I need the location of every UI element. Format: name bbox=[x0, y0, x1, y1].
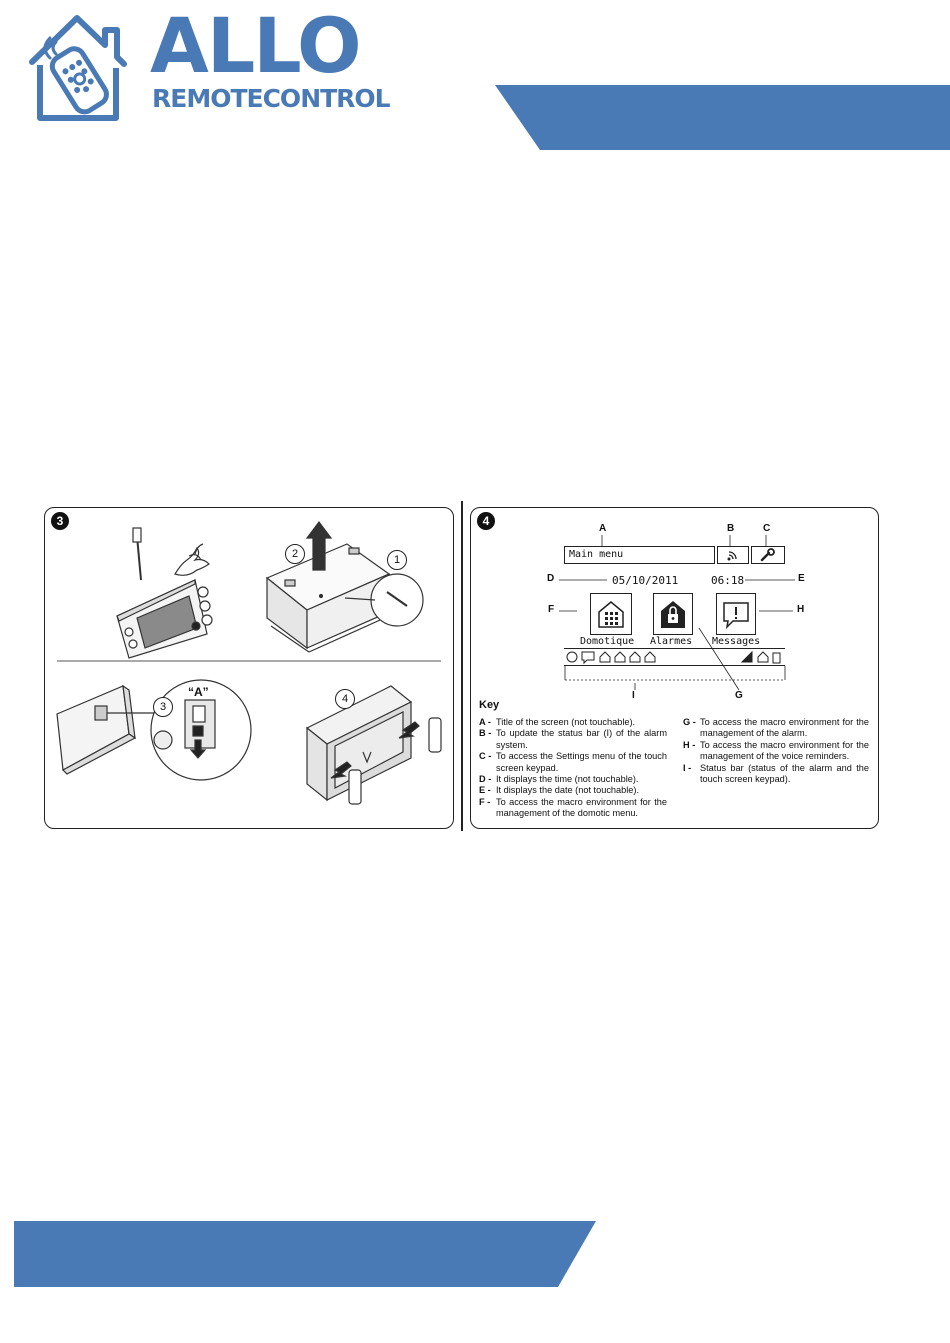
screen-mockup bbox=[564, 546, 785, 666]
messages-label: Messages bbox=[712, 636, 761, 647]
key-item-i: I - Status bar (status of the alarm and the touch screen keypad). bbox=[683, 762, 869, 785]
step-4-marker: 4 bbox=[335, 689, 355, 709]
key-item-h: H - To access the macro environment for the management of the voice reminders. bbox=[683, 739, 869, 762]
status-bar[interactable] bbox=[564, 648, 785, 666]
message-icon bbox=[582, 652, 594, 663]
label-h: H bbox=[797, 604, 805, 615]
wrench-icon bbox=[752, 547, 784, 563]
zone-a-icon bbox=[615, 652, 625, 662]
house-keypad-icon bbox=[591, 594, 631, 634]
alarmes-label: Alarmes bbox=[650, 636, 693, 647]
brand-tagline: REMOTECONTROL bbox=[152, 84, 390, 113]
key-item-e: E - It displays the date (not touchable). bbox=[479, 785, 640, 796]
settings-button[interactable] bbox=[751, 546, 785, 564]
label-d: D bbox=[547, 573, 555, 584]
key-item-a: A - Title of the screen (not touchable). bbox=[479, 717, 636, 727]
key-item-g: G - To access the macro environment for the management of the alarm. bbox=[683, 717, 869, 739]
keypad-back-illustration bbox=[267, 522, 423, 652]
key-item-b: B - To update the status bar (I) of the alarm system. bbox=[479, 728, 667, 750]
domotique-label: Domotique bbox=[580, 636, 635, 647]
figure-3-panel bbox=[44, 507, 454, 829]
key-title: Key bbox=[479, 699, 500, 711]
label-c: C bbox=[763, 523, 771, 534]
key-item-c: C - To access the Settings menu of the touch screen keypad. bbox=[479, 751, 667, 773]
zone-b-icon bbox=[630, 652, 640, 662]
label-i: I bbox=[632, 690, 635, 701]
signal-icon bbox=[742, 652, 752, 662]
battery-insertion-illustration bbox=[307, 686, 441, 804]
screen-time: 06:18 bbox=[711, 574, 745, 587]
footer-banner bbox=[0, 1215, 950, 1295]
keypad-front-illustration bbox=[117, 528, 212, 658]
label-f: F bbox=[548, 604, 555, 615]
speech-bubble-icon bbox=[717, 594, 755, 634]
label-g: G bbox=[735, 690, 743, 701]
off-icon bbox=[600, 652, 610, 662]
figure-4-badge: 4 bbox=[477, 512, 495, 530]
callout-label: “A” bbox=[188, 685, 209, 699]
messages-button[interactable] bbox=[716, 593, 756, 635]
status-icons bbox=[564, 649, 785, 665]
step-2-marker: 2 bbox=[285, 544, 305, 564]
screen-title: Main menu bbox=[569, 549, 624, 560]
wall-bracket-illustration bbox=[57, 680, 251, 780]
domotique-button[interactable] bbox=[590, 593, 632, 635]
key-left-column bbox=[479, 717, 667, 820]
key-item-d: D - It displays the time (not touchable). bbox=[479, 774, 639, 785]
key-item-f: F - To access the macro environment for the management of the domotic menu. bbox=[479, 796, 667, 819]
header-banner bbox=[0, 0, 950, 160]
alarmes-button[interactable] bbox=[653, 593, 693, 635]
screen-date: 05/10/2011 bbox=[612, 574, 679, 587]
key-right-column bbox=[683, 717, 869, 785]
padlock-icon bbox=[654, 594, 692, 634]
clock-icon bbox=[567, 652, 577, 662]
label-e: E bbox=[798, 573, 805, 584]
label-a: A bbox=[599, 523, 607, 534]
figure-divider bbox=[461, 501, 463, 831]
zone-d-icon bbox=[645, 652, 655, 662]
figure-3-badge: 3 bbox=[51, 512, 69, 530]
label-b: B bbox=[727, 523, 735, 534]
brand-name: ALLO bbox=[150, 1, 360, 90]
step-1-marker: 1 bbox=[387, 550, 407, 570]
refresh-status-button[interactable] bbox=[717, 546, 749, 564]
signal-refresh-icon bbox=[718, 547, 748, 563]
battery-icon bbox=[773, 653, 780, 663]
screen-title-bar bbox=[564, 546, 715, 564]
step-3-marker: 3 bbox=[153, 697, 173, 717]
figure-4-panel bbox=[470, 507, 879, 829]
